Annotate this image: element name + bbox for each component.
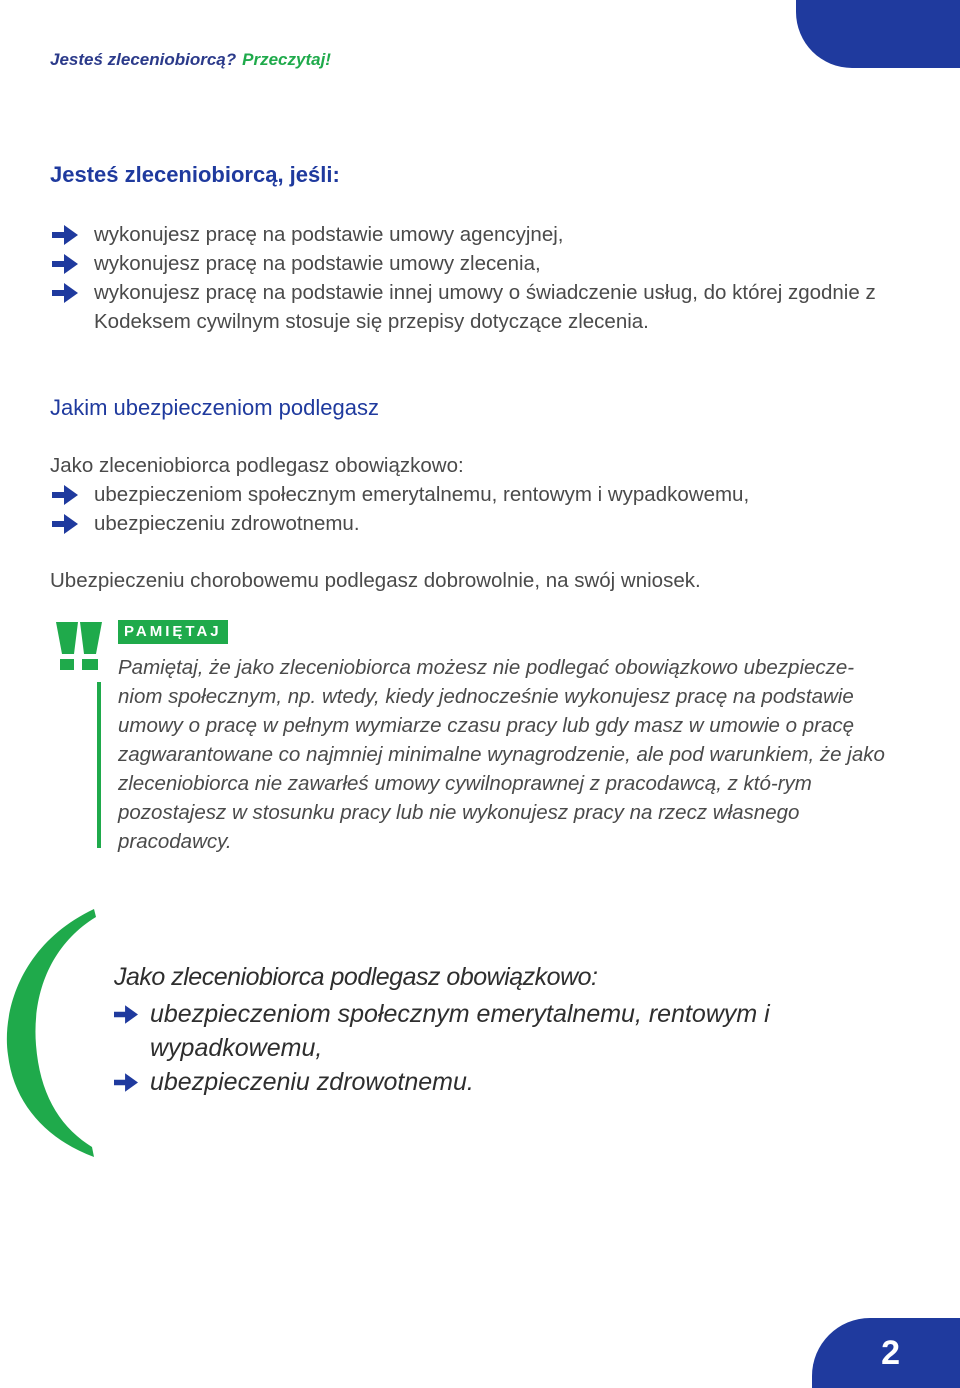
arrow-right-icon (52, 225, 78, 245)
quote-lead: Jako zleceniobiorca podlegasz obowiązkowo: (114, 963, 598, 991)
arrow-right-icon (114, 1073, 138, 1092)
corner-decoration (796, 0, 960, 68)
list-item (50, 480, 910, 509)
reminder-text: Pamiętaj, że jako zleceniobiorca możesz nie podlegać obowiązkowo ubezpiecze-niom społecznym, np. wtedy, kiedy jednocześnie wykonujesz pracę na podstawie umowy o pracę w pełnym wymiarze czasu pracy lub gdy masz w umowie o pracę zagwarantowane co najmniej minimalne wynagrodzenie, ale pod warunkiem, że jako zleceniobiorca nie zawarłeś umowy cywilnoprawnej z pracodawcą, z któ-rym pozostajesz w stosunku pracy lub nie wykonujesz pracy na rzecz własnego pracodawcy. (118, 656, 885, 853)
list-item-text: wykonujesz pracę na podstawie innej umowy o świadczenie usług, do której zgodnie z Kodeksem cywilnym stosuje się przepisy dotyczące zlecenia. (94, 281, 876, 333)
page-number: 2 (881, 1333, 900, 1372)
arrow-right-icon (52, 283, 78, 303)
section-heading-insurance: Jakim ubezpieczeniom podlegasz (50, 395, 379, 420)
running-header (50, 50, 331, 70)
parenthesis-icon (0, 905, 100, 1160)
arrow-right-icon (114, 1005, 138, 1024)
list-item-text: wykonujesz pracę na podstawie umowy agencyjnej, (94, 223, 564, 246)
page-number-tab (812, 1318, 960, 1388)
list-item (50, 249, 910, 278)
quote-list (114, 997, 834, 1099)
quote-item-text: ubezpieczeniom społecznym emerytalnemu, rentowym i wypadkowemu, (150, 1000, 770, 1062)
section-heading-who: Jesteś zleceniobiorcą, jeśli: (50, 162, 340, 187)
list-item (114, 1065, 834, 1099)
insurance-list (50, 480, 910, 538)
insurance-intro: Jako zleceniobiorca podlegasz obowiązkowo: (50, 454, 464, 477)
quote-item-text: ubezpieczeniu zdrowotnemu. (150, 1068, 474, 1096)
list-item (50, 509, 910, 538)
list-item (50, 220, 910, 249)
arrow-right-icon (52, 514, 78, 534)
list-item-text: wykonujesz pracę na podstawie umowy zlecenia, (94, 252, 541, 275)
reminder-rule (97, 682, 101, 848)
arrow-right-icon (52, 485, 78, 505)
reminder-label: PAMIĘTAJ (118, 620, 228, 644)
list-item-text: ubezpieczeniom społecznym emerytalnemu, rentowym i wypadkowemu, (94, 483, 750, 506)
list-item (114, 997, 834, 1065)
voluntary-insurance-note: Ubezpieczeniu chorobowemu podlegasz dobrowolnie, na swój wniosek. (50, 569, 701, 592)
conditions-list (50, 220, 910, 336)
header-cta: Przeczytaj! (242, 50, 331, 69)
list-item-text: ubezpieczeniu zdrowotnemu. (94, 512, 360, 535)
list-item (50, 278, 910, 336)
exclamation-icon (52, 620, 104, 672)
arrow-right-icon (52, 254, 78, 274)
header-question: Jesteś zleceniobiorcą? (50, 50, 237, 69)
